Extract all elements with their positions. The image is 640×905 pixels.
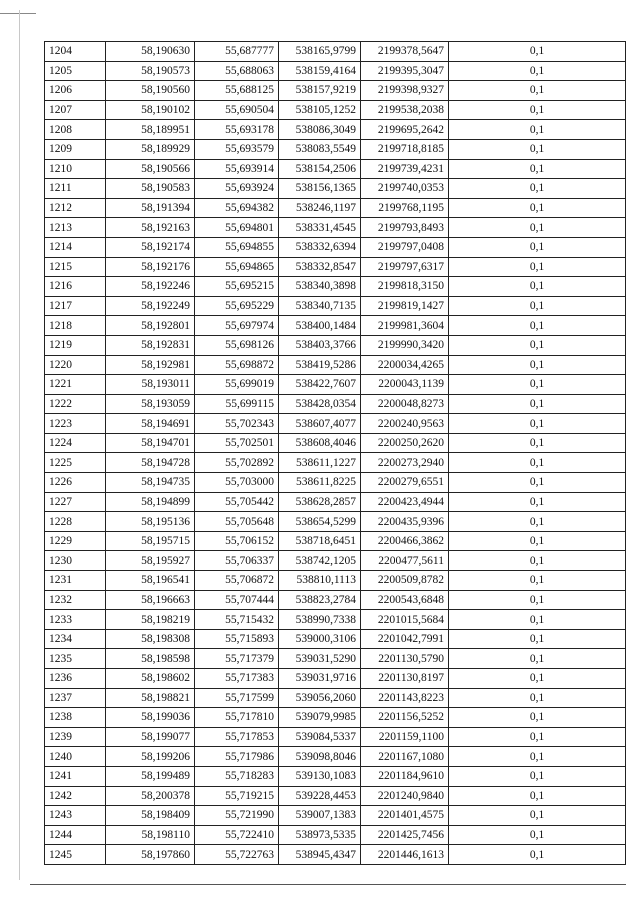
y-coordinate-cell: 2199981,3604	[361, 316, 449, 336]
longitude-cell: 55,690504	[195, 100, 279, 120]
x-coordinate-cell: 538340,3898	[279, 277, 361, 297]
longitude-cell: 55,715893	[195, 629, 279, 649]
point-number-cell: 1204	[45, 42, 106, 62]
latitude-cell: 58,190583	[106, 179, 195, 199]
point-number-cell: 1241	[45, 766, 106, 786]
point-number-cell: 1223	[45, 414, 106, 434]
latitude-cell: 58,194701	[106, 433, 195, 453]
point-number-cell: 1214	[45, 237, 106, 257]
table-row	[45, 296, 626, 316]
longitude-cell: 55,722410	[195, 825, 279, 845]
point-number-cell: 1209	[45, 139, 106, 159]
table-row	[45, 727, 626, 747]
x-coordinate-cell: 538086,3049	[279, 120, 361, 140]
point-number-cell: 1224	[45, 433, 106, 453]
longitude-cell: 55,703000	[195, 473, 279, 493]
y-coordinate-cell: 2200043,1139	[361, 375, 449, 395]
x-coordinate-cell: 538165,9799	[279, 42, 361, 62]
longitude-cell: 55,715432	[195, 610, 279, 630]
point-number-cell: 1226	[45, 473, 106, 493]
y-coordinate-cell: 2199398,9327	[361, 81, 449, 101]
point-number-cell: 1244	[45, 825, 106, 845]
y-coordinate-cell: 2201240,9840	[361, 786, 449, 806]
longitude-cell: 55,688125	[195, 81, 279, 101]
x-coordinate-cell: 538823,2784	[279, 590, 361, 610]
x-coordinate-cell: 538340,7135	[279, 296, 361, 316]
point-number-cell: 1235	[45, 649, 106, 669]
latitude-cell: 58,194735	[106, 473, 195, 493]
x-coordinate-cell: 539031,5290	[279, 649, 361, 669]
accuracy-cell: 0,1	[449, 610, 626, 630]
point-number-cell: 1236	[45, 669, 106, 689]
point-number-cell: 1213	[45, 218, 106, 238]
longitude-cell: 55,694801	[195, 218, 279, 238]
x-coordinate-cell: 538083,5549	[279, 139, 361, 159]
accuracy-cell: 0,1	[449, 433, 626, 453]
accuracy-cell: 0,1	[449, 747, 626, 767]
table-row	[45, 159, 626, 179]
y-coordinate-cell: 2200509,8782	[361, 571, 449, 591]
latitude-cell: 58,194728	[106, 453, 195, 473]
accuracy-cell: 0,1	[449, 512, 626, 532]
accuracy-cell: 0,1	[449, 453, 626, 473]
latitude-cell: 58,192246	[106, 277, 195, 297]
table-row	[45, 179, 626, 199]
latitude-cell: 58,198602	[106, 669, 195, 689]
point-number-cell: 1232	[45, 590, 106, 610]
latitude-cell: 58,197860	[106, 845, 195, 865]
x-coordinate-cell: 538654,5299	[279, 512, 361, 532]
longitude-cell: 55,718283	[195, 766, 279, 786]
accuracy-cell: 0,1	[449, 473, 626, 493]
point-number-cell: 1219	[45, 335, 106, 355]
x-coordinate-cell: 538400,1484	[279, 316, 361, 336]
longitude-cell: 55,705442	[195, 492, 279, 512]
accuracy-cell: 0,1	[449, 139, 626, 159]
latitude-cell: 58,194899	[106, 492, 195, 512]
y-coordinate-cell: 2199695,2642	[361, 120, 449, 140]
y-coordinate-cell: 2199768,1195	[361, 198, 449, 218]
table-row	[45, 825, 626, 845]
table-row	[45, 42, 626, 62]
latitude-cell: 58,195715	[106, 531, 195, 551]
table-row	[45, 257, 626, 277]
point-number-cell: 1230	[45, 551, 106, 571]
table-row	[45, 139, 626, 159]
point-number-cell: 1229	[45, 531, 106, 551]
accuracy-cell: 0,1	[449, 708, 626, 728]
latitude-cell: 58,192174	[106, 237, 195, 257]
latitude-cell: 58,199077	[106, 727, 195, 747]
table-row	[45, 316, 626, 336]
longitude-cell: 55,695215	[195, 277, 279, 297]
x-coordinate-cell: 538332,8547	[279, 257, 361, 277]
y-coordinate-cell: 2201425,7456	[361, 825, 449, 845]
latitude-cell: 58,193011	[106, 375, 195, 395]
point-number-cell: 1231	[45, 571, 106, 591]
accuracy-cell: 0,1	[449, 218, 626, 238]
latitude-cell: 58,198110	[106, 825, 195, 845]
accuracy-cell: 0,1	[449, 727, 626, 747]
point-number-cell: 1212	[45, 198, 106, 218]
x-coordinate-cell: 539031,9716	[279, 669, 361, 689]
x-coordinate-cell: 538990,7338	[279, 610, 361, 630]
longitude-cell: 55,702501	[195, 433, 279, 453]
x-coordinate-cell: 538742,1205	[279, 551, 361, 571]
point-number-cell: 1227	[45, 492, 106, 512]
table-row	[45, 512, 626, 532]
accuracy-cell: 0,1	[449, 629, 626, 649]
y-coordinate-cell: 2199739,4231	[361, 159, 449, 179]
longitude-cell: 55,717383	[195, 669, 279, 689]
accuracy-cell: 0,1	[449, 296, 626, 316]
x-coordinate-cell: 539079,9985	[279, 708, 361, 728]
latitude-cell: 58,189951	[106, 120, 195, 140]
table-row	[45, 100, 626, 120]
table-row	[45, 629, 626, 649]
y-coordinate-cell: 2200435,9396	[361, 512, 449, 532]
x-coordinate-cell: 538611,1227	[279, 453, 361, 473]
y-coordinate-cell: 2201042,7991	[361, 629, 449, 649]
x-coordinate-cell: 538105,1252	[279, 100, 361, 120]
accuracy-cell: 0,1	[449, 766, 626, 786]
accuracy-cell: 0,1	[449, 100, 626, 120]
longitude-cell: 55,694855	[195, 237, 279, 257]
y-coordinate-cell: 2201401,4575	[361, 806, 449, 826]
y-coordinate-cell: 2200048,8273	[361, 394, 449, 414]
latitude-cell: 58,198219	[106, 610, 195, 630]
latitude-cell: 58,192249	[106, 296, 195, 316]
y-coordinate-cell: 2200034,4265	[361, 355, 449, 375]
table-row	[45, 571, 626, 591]
x-coordinate-cell: 538403,3766	[279, 335, 361, 355]
y-coordinate-cell: 2200279,6551	[361, 473, 449, 493]
point-number-cell: 1222	[45, 394, 106, 414]
y-coordinate-cell: 2199818,3150	[361, 277, 449, 297]
x-coordinate-cell: 539000,3106	[279, 629, 361, 649]
table-row	[45, 610, 626, 630]
longitude-cell: 55,699019	[195, 375, 279, 395]
accuracy-cell: 0,1	[449, 669, 626, 689]
accuracy-cell: 0,1	[449, 355, 626, 375]
point-number-cell: 1233	[45, 610, 106, 630]
x-coordinate-cell: 538611,8225	[279, 473, 361, 493]
longitude-cell: 55,698126	[195, 335, 279, 355]
table-row	[45, 492, 626, 512]
accuracy-cell: 0,1	[449, 688, 626, 708]
x-coordinate-cell: 538154,2506	[279, 159, 361, 179]
x-coordinate-cell: 538157,9219	[279, 81, 361, 101]
point-number-cell: 1211	[45, 179, 106, 199]
accuracy-cell: 0,1	[449, 786, 626, 806]
y-coordinate-cell: 2200240,9563	[361, 414, 449, 434]
x-coordinate-cell: 538419,5286	[279, 355, 361, 375]
table-row	[45, 551, 626, 571]
point-number-cell: 1205	[45, 61, 106, 81]
y-coordinate-cell: 2200543,6848	[361, 590, 449, 610]
x-coordinate-cell: 538332,6394	[279, 237, 361, 257]
page-bottom-line	[30, 884, 626, 885]
x-coordinate-cell: 538608,4046	[279, 433, 361, 453]
latitude-cell: 58,194691	[106, 414, 195, 434]
latitude-cell: 58,198821	[106, 688, 195, 708]
point-number-cell: 1240	[45, 747, 106, 767]
table-row	[45, 237, 626, 257]
point-number-cell: 1216	[45, 277, 106, 297]
table-row	[45, 335, 626, 355]
latitude-cell: 58,198598	[106, 649, 195, 669]
longitude-cell: 55,702343	[195, 414, 279, 434]
longitude-cell: 55,706337	[195, 551, 279, 571]
longitude-cell: 55,719215	[195, 786, 279, 806]
accuracy-cell: 0,1	[449, 257, 626, 277]
point-number-cell: 1234	[45, 629, 106, 649]
longitude-cell: 55,693178	[195, 120, 279, 140]
table-row	[45, 747, 626, 767]
latitude-cell: 58,192981	[106, 355, 195, 375]
point-number-cell: 1242	[45, 786, 106, 806]
x-coordinate-cell: 538718,6451	[279, 531, 361, 551]
longitude-cell: 55,717986	[195, 747, 279, 767]
accuracy-cell: 0,1	[449, 277, 626, 297]
table-row	[45, 708, 626, 728]
latitude-cell: 58,190560	[106, 81, 195, 101]
accuracy-cell: 0,1	[449, 394, 626, 414]
table-row	[45, 61, 626, 81]
accuracy-cell: 0,1	[449, 806, 626, 826]
x-coordinate-cell: 538810,1113	[279, 571, 361, 591]
y-coordinate-cell: 2199395,3047	[361, 61, 449, 81]
latitude-cell: 58,199489	[106, 766, 195, 786]
longitude-cell: 55,699115	[195, 394, 279, 414]
scan-edge-line	[0, 13, 36, 14]
table-row	[45, 218, 626, 238]
y-coordinate-cell: 2201015,5684	[361, 610, 449, 630]
x-coordinate-cell: 538628,2857	[279, 492, 361, 512]
longitude-cell: 55,687777	[195, 42, 279, 62]
accuracy-cell: 0,1	[449, 551, 626, 571]
point-number-cell: 1217	[45, 296, 106, 316]
table-row	[45, 806, 626, 826]
accuracy-cell: 0,1	[449, 198, 626, 218]
y-coordinate-cell: 2200250,2620	[361, 433, 449, 453]
scan-margin-line	[19, 10, 20, 880]
accuracy-cell: 0,1	[449, 316, 626, 336]
x-coordinate-cell: 538607,4077	[279, 414, 361, 434]
longitude-cell: 55,702892	[195, 453, 279, 473]
accuracy-cell: 0,1	[449, 571, 626, 591]
longitude-cell: 55,707444	[195, 590, 279, 610]
y-coordinate-cell: 2200466,3862	[361, 531, 449, 551]
y-coordinate-cell: 2200477,5611	[361, 551, 449, 571]
latitude-cell: 58,199206	[106, 747, 195, 767]
y-coordinate-cell: 2199797,0408	[361, 237, 449, 257]
accuracy-cell: 0,1	[449, 825, 626, 845]
y-coordinate-cell: 2199793,8493	[361, 218, 449, 238]
x-coordinate-cell: 538945,4347	[279, 845, 361, 865]
longitude-cell: 55,717599	[195, 688, 279, 708]
table-row	[45, 669, 626, 689]
latitude-cell: 58,200378	[106, 786, 195, 806]
longitude-cell: 55,688063	[195, 61, 279, 81]
y-coordinate-cell: 2199538,2038	[361, 100, 449, 120]
y-coordinate-cell: 2200273,2940	[361, 453, 449, 473]
latitude-cell: 58,198308	[106, 629, 195, 649]
x-coordinate-cell: 539130,1083	[279, 766, 361, 786]
y-coordinate-cell: 2201167,1080	[361, 747, 449, 767]
latitude-cell: 58,190566	[106, 159, 195, 179]
x-coordinate-cell: 538246,1197	[279, 198, 361, 218]
point-number-cell: 1243	[45, 806, 106, 826]
accuracy-cell: 0,1	[449, 81, 626, 101]
x-coordinate-cell: 538156,1365	[279, 179, 361, 199]
accuracy-cell: 0,1	[449, 414, 626, 434]
table-row	[45, 355, 626, 375]
accuracy-cell: 0,1	[449, 375, 626, 395]
longitude-cell: 55,693924	[195, 179, 279, 199]
longitude-cell: 55,717810	[195, 708, 279, 728]
accuracy-cell: 0,1	[449, 492, 626, 512]
x-coordinate-cell: 539007,1383	[279, 806, 361, 826]
x-coordinate-cell: 538422,7607	[279, 375, 361, 395]
longitude-cell: 55,693914	[195, 159, 279, 179]
y-coordinate-cell: 2201130,5790	[361, 649, 449, 669]
latitude-cell: 58,192163	[106, 218, 195, 238]
accuracy-cell: 0,1	[449, 649, 626, 669]
longitude-cell: 55,694382	[195, 198, 279, 218]
table-row	[45, 786, 626, 806]
table-row	[45, 453, 626, 473]
point-number-cell: 1228	[45, 512, 106, 532]
x-coordinate-cell: 539098,8046	[279, 747, 361, 767]
accuracy-cell: 0,1	[449, 237, 626, 257]
point-number-cell: 1208	[45, 120, 106, 140]
accuracy-cell: 0,1	[449, 590, 626, 610]
longitude-cell: 55,717853	[195, 727, 279, 747]
x-coordinate-cell: 538331,4545	[279, 218, 361, 238]
point-number-cell: 1238	[45, 708, 106, 728]
longitude-cell: 55,722763	[195, 845, 279, 865]
table-row	[45, 394, 626, 414]
coordinates-table-body	[45, 42, 626, 865]
latitude-cell: 58,193059	[106, 394, 195, 414]
accuracy-cell: 0,1	[449, 120, 626, 140]
table-row	[45, 375, 626, 395]
y-coordinate-cell: 2201130,8197	[361, 669, 449, 689]
y-coordinate-cell: 2201143,8223	[361, 688, 449, 708]
accuracy-cell: 0,1	[449, 42, 626, 62]
accuracy-cell: 0,1	[449, 159, 626, 179]
table-row	[45, 766, 626, 786]
latitude-cell: 58,192831	[106, 335, 195, 355]
table-row	[45, 531, 626, 551]
point-number-cell: 1220	[45, 355, 106, 375]
table-row	[45, 845, 626, 865]
point-number-cell: 1225	[45, 453, 106, 473]
table-row	[45, 688, 626, 708]
table-row	[45, 414, 626, 434]
x-coordinate-cell: 539056,2060	[279, 688, 361, 708]
latitude-cell: 58,190573	[106, 61, 195, 81]
x-coordinate-cell: 538973,5335	[279, 825, 361, 845]
point-number-cell: 1215	[45, 257, 106, 277]
table-row	[45, 473, 626, 493]
longitude-cell: 55,717379	[195, 649, 279, 669]
latitude-cell: 58,192801	[106, 316, 195, 336]
y-coordinate-cell: 2199740,0353	[361, 179, 449, 199]
accuracy-cell: 0,1	[449, 531, 626, 551]
y-coordinate-cell: 2199378,5647	[361, 42, 449, 62]
longitude-cell: 55,697974	[195, 316, 279, 336]
longitude-cell: 55,695229	[195, 296, 279, 316]
point-number-cell: 1207	[45, 100, 106, 120]
latitude-cell: 58,195927	[106, 551, 195, 571]
longitude-cell: 55,706152	[195, 531, 279, 551]
accuracy-cell: 0,1	[449, 335, 626, 355]
y-coordinate-cell: 2199718,8185	[361, 139, 449, 159]
longitude-cell: 55,705648	[195, 512, 279, 532]
table-row	[45, 198, 626, 218]
latitude-cell: 58,189929	[106, 139, 195, 159]
longitude-cell: 55,721990	[195, 806, 279, 826]
coordinates-table	[44, 41, 626, 865]
point-number-cell: 1245	[45, 845, 106, 865]
latitude-cell: 58,199036	[106, 708, 195, 728]
latitude-cell: 58,196663	[106, 590, 195, 610]
y-coordinate-cell: 2199990,3420	[361, 335, 449, 355]
longitude-cell: 55,706872	[195, 571, 279, 591]
table-row	[45, 590, 626, 610]
table-row	[45, 649, 626, 669]
latitude-cell: 58,190630	[106, 42, 195, 62]
point-number-cell: 1218	[45, 316, 106, 336]
y-coordinate-cell: 2199797,6317	[361, 257, 449, 277]
point-number-cell: 1206	[45, 81, 106, 101]
accuracy-cell: 0,1	[449, 61, 626, 81]
accuracy-cell: 0,1	[449, 179, 626, 199]
x-coordinate-cell: 539084,5337	[279, 727, 361, 747]
y-coordinate-cell: 2201159,1100	[361, 727, 449, 747]
table-row	[45, 81, 626, 101]
x-coordinate-cell: 539228,4453	[279, 786, 361, 806]
table-row	[45, 277, 626, 297]
longitude-cell: 55,693579	[195, 139, 279, 159]
table-row	[45, 120, 626, 140]
table-row	[45, 433, 626, 453]
y-coordinate-cell: 2201156,5252	[361, 708, 449, 728]
latitude-cell: 58,192176	[106, 257, 195, 277]
point-number-cell: 1239	[45, 727, 106, 747]
latitude-cell: 58,198409	[106, 806, 195, 826]
latitude-cell: 58,190102	[106, 100, 195, 120]
y-coordinate-cell: 2200423,4944	[361, 492, 449, 512]
x-coordinate-cell: 538159,4164	[279, 61, 361, 81]
point-number-cell: 1237	[45, 688, 106, 708]
longitude-cell: 55,698872	[195, 355, 279, 375]
y-coordinate-cell: 2199819,1427	[361, 296, 449, 316]
y-coordinate-cell: 2201184,9610	[361, 766, 449, 786]
x-coordinate-cell: 538428,0354	[279, 394, 361, 414]
longitude-cell: 55,694865	[195, 257, 279, 277]
latitude-cell: 58,191394	[106, 198, 195, 218]
latitude-cell: 58,195136	[106, 512, 195, 532]
y-coordinate-cell: 2201446,1613	[361, 845, 449, 865]
point-number-cell: 1210	[45, 159, 106, 179]
point-number-cell: 1221	[45, 375, 106, 395]
latitude-cell: 58,196541	[106, 571, 195, 591]
accuracy-cell: 0,1	[449, 845, 626, 865]
